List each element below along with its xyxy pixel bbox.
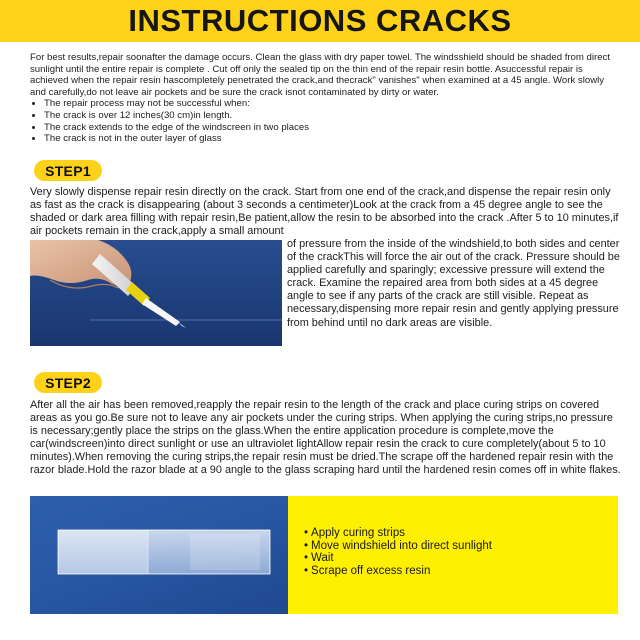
step1-side-paragraph: of pressure from the inside of the windshield,to both sides and center of the crackThis will force the air out of the crack. Pressure should be applied carefully and sparingly; excessive pressure will extend the crack. Examine the repaired area from both sides at a 45 degree angle to see if any parts of the crack are still visible. Repeat as necessary,dispensing more repair resin and gently applying pressure from behind until no dark areas are visible.: [287, 238, 620, 329]
title-banner: [0, 0, 640, 42]
step1-label: STEP1: [45, 162, 91, 179]
step2-label: STEP2: [45, 374, 91, 391]
intro-paragraph: For best results,repair soonafter the damage occurs. Clean the glass with dry paper towel. The windsshield should be shaded from direct sunlight until the entire repair is complete . Cut off only the sealed tip on the thin end of the repair resin bottle. Asuccessful repair is achieved when the repair resin hascompletely penetrated the crack,and thecrack" vanishes" when examined at a 45 angle. Work slowly and carefully,do not leave air pockets and be sure the crack isnot contaminated by dirty or water.: [30, 52, 611, 98]
list-item: • Wait: [304, 552, 334, 565]
step1-side-text: [287, 238, 622, 330]
step2-checklist: [304, 527, 492, 577]
list-item: • Apply curing strips: [304, 527, 405, 539]
intro-bullet-list: [30, 98, 622, 144]
step2-checklist-panel: [288, 496, 618, 614]
step2-photo: [30, 496, 288, 614]
step2-badge: [34, 372, 102, 393]
step1-photo: [30, 240, 282, 346]
list-item: • The crack is not in the outer layer of glass: [44, 133, 622, 145]
step1-badge: [34, 160, 102, 181]
list-item: • The crack is over 12 inches(30 cm)in length.: [44, 110, 622, 122]
hand-applying-resin-illustration: [30, 240, 282, 346]
list-item: • The crack extends to the edge of the windscreen in two places: [44, 122, 622, 134]
intro-section: [30, 52, 622, 145]
list-item: • Move windshield into direct sunlight: [304, 539, 492, 552]
step2-paragraph: After all the air has been removed,reapply the repair resin to the length of the crack and place curing strips on covered areas as you go.Be sure not to leave any air pockets under the curing strips. When applying the curing strips,no pressure is necessary;gently place the strips on the glass.When the entire application procedure is complete,move the car(windscreen)into direct sunlight or use an ultraviolet lightAllow repair resin the crack to cure completely(about 5 to 10 minutes).When removing the curing strips,the repair resin must be dried.The scrape off the hardened repair resin with the razor blade.Hold the razor blade at a 90 angle to the glass scraping hard until the hardened resin comes off in white flakes.: [30, 399, 621, 477]
step1-text: [30, 186, 622, 238]
step1-paragraph: Very slowly dispense repair resin directly on the crack. Start from one end of the crack,and dispense the repair resin only as fast as the crack is disappearing (about 3 seconds a centimeter)Look at the crack from a 45 degree angle to see the shaded or dark area filling with repair resin,Be patient,allow the resin to be absorbed into the crack .After 5 to 10 minutes,if air pockets remain in the crack,apply a small amount: [30, 186, 619, 238]
list-item: • Scrape off excess resin: [304, 564, 431, 577]
curing-strip-illustration: [30, 496, 288, 614]
page-title: INSTRUCTIONS CRACKS: [128, 3, 512, 38]
list-item: • The repair process may not be successful when:: [44, 98, 622, 110]
step2-text: [30, 399, 622, 478]
